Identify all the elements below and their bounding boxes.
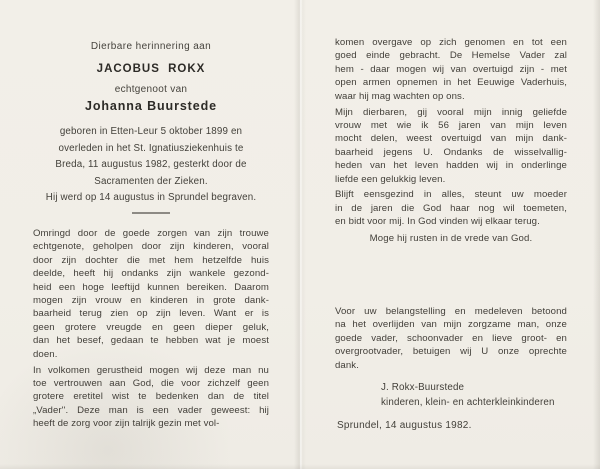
right-page	[335, 0, 567, 469]
relation-label: echtgenoot van	[114, 84, 188, 95]
text-line: deelde, heeft hij ondanks zijn wankele gezond-	[33, 268, 269, 280]
text-line: heden van het leven hadden wij in onderlinge	[335, 160, 567, 172]
text-line: waar hij mag wachten op ons.	[335, 90, 465, 102]
life-dates-block	[33, 124, 269, 207]
divider-rule	[132, 212, 170, 214]
text-line: dank.	[335, 359, 359, 371]
scan-edge-shadow-right	[593, 0, 600, 469]
spouse-name: Johanna Buurstede	[85, 99, 217, 113]
signature-block	[381, 380, 555, 410]
text-line: In volkomen gerustheid mogen wij deze man nu	[33, 364, 269, 376]
place-dateline: Sprundel, 14 augustus 1982.	[337, 420, 472, 431]
text-line: doen.	[33, 348, 58, 360]
text-line: mocht delen, weest overtuigd van mijn dank-	[335, 133, 567, 145]
text-line: Mijn dierbaren, gij vooral mijn innig geliefde	[335, 106, 567, 118]
text-line: „Vader''. Deze man is een vader geweest: hij	[33, 404, 269, 416]
text-line: vrouw met wie ik 56 jaren van mijn leven	[335, 119, 567, 131]
text-line: Voor uw belangstelling en medeleven betoond	[335, 306, 567, 317]
right-page-upper-body	[335, 36, 567, 245]
blessing-line: Moge hij rusten in de vrede van God.	[369, 232, 533, 244]
obituary-paragraph-2	[33, 364, 269, 431]
text-line: geboren in Etten-Leur 5 oktober 1899 en	[59, 126, 243, 137]
text-line: liefde een gelukkig leven.	[335, 173, 446, 185]
deceased-name: JACOBUS ROKX	[96, 63, 206, 75]
text-line: in de jaren die God haar nog wil toemeten,	[335, 202, 567, 214]
text-line: echtgenote, geholpen door zijn kinderen, vooral	[33, 241, 269, 253]
fold-crease	[294, 0, 306, 469]
text-line: goed einde gebracht. De Hemelse Vader zal	[335, 50, 567, 62]
text-line: hem - daar mogen wij van overtuigd zijn - met	[335, 63, 567, 75]
text-line: goede vader, schoonvader en lieve groot- en	[335, 332, 567, 344]
text-line: dan het besef, gedaan te hebben wat je moest	[33, 335, 269, 347]
text-line: Hij werd op 14 augustus in Sprundel begraven.	[45, 192, 257, 204]
text-line: overgrootvader, betuigen wij U onze oprechte	[335, 346, 567, 358]
text-line: mogen zijn vrouw en kinderen in grote dank-	[33, 295, 269, 307]
text-line: Blijft eensgezind in alles, steunt uw moeder	[335, 189, 567, 201]
text-line: toe vertrouwen aan God, die voor zichzelf geen	[33, 377, 269, 389]
left-page	[33, 0, 269, 469]
text-line: overleden in het St. Ignatiusziekenhuis te	[58, 142, 244, 154]
signature-name: J. Rokx-Buurstede	[381, 382, 465, 393]
text-line: Sacramenten der Zieken.	[94, 175, 208, 187]
text-line: grotere eretitel wist te bedenken dan de titel	[33, 391, 269, 403]
farewell-paragraph-1	[335, 36, 567, 103]
text-line: na het overlijden van mijn zorgzame man, onze	[335, 319, 567, 331]
text-line: Omringd door de goede zorgen van zijn trouwe	[33, 228, 269, 239]
left-page-body	[33, 227, 269, 431]
farewell-paragraph-2	[335, 106, 567, 186]
text-line: heid een hoge leeftijd kunnen bereiken. Daarom	[33, 281, 269, 293]
text-line: Breda, 11 augustus 1982, gesterkt door de	[55, 159, 247, 171]
text-line: en bidt voor mij. In God vinden wij elkaar terug.	[335, 216, 540, 228]
signature-family: kinderen, klein- en achterkleinkinderen	[381, 397, 555, 408]
text-line: baarheid jegens U. Ondanks de wisselvallig-	[335, 146, 567, 158]
memorial-intro: Dierbare herinnering aan	[90, 41, 212, 52]
obituary-paragraph-1	[33, 227, 269, 361]
text-line: baarheid terug zien op zijn leven. Want er is	[33, 308, 269, 320]
text-line: geen grotere vreugde en geen dieper geluk,	[33, 321, 269, 333]
acknowledgement-paragraph	[335, 305, 567, 372]
text-line: door zijn dochter die met hem hetzelfde huis	[33, 254, 269, 266]
farewell-paragraph-3	[335, 188, 567, 228]
text-line: komen overgave op zich genomen en tot een	[335, 37, 567, 48]
text-line: open armen opnemen in het Eeuwige Vaderhuis,	[335, 77, 567, 89]
text-line: heeft de zorg voor zijn talrijk gezin met vol-	[33, 418, 220, 430]
